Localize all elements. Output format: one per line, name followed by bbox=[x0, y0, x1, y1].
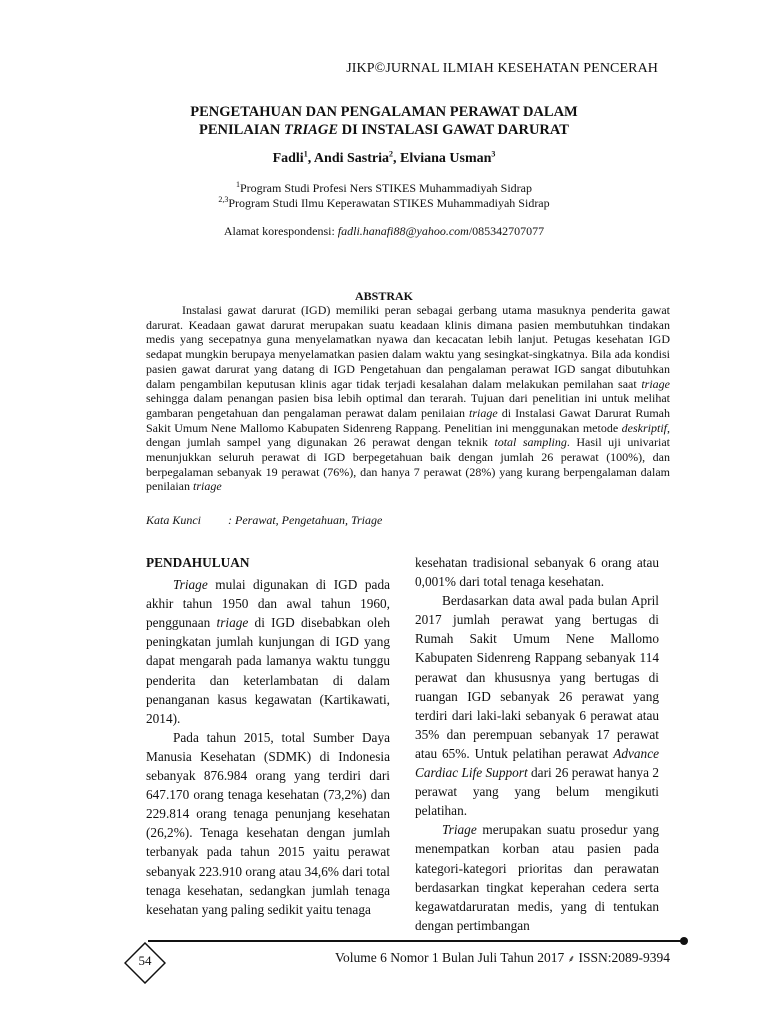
title-line-2 bbox=[0, 121, 768, 139]
ornament-icon: ⸙ bbox=[567, 954, 576, 965]
title-line-2-start: PENILAIAN bbox=[199, 122, 284, 138]
footer-rule-end-dot bbox=[680, 937, 688, 945]
footer-rule bbox=[148, 940, 684, 942]
title-line-2-end: DI INSTALASI GAWAT DARURAT bbox=[338, 122, 569, 138]
keywords-value: : Perawat, Pengetahuan, Triage bbox=[228, 513, 383, 527]
contact-email[interactable]: fadli.hanafi88@yahoo.com bbox=[337, 224, 469, 238]
body-paragraph: Triage mulai digunakan di IGD pada akhir tahun 1950 dan awal tahun 1960, penggunaan triage di IGD disebabkan oleh peningkatan jumlah kunjungan di IGD yang dapat mengarah pada lamanya waktu tunggu penderita dan keterlambatan di dalam penanganan kasus kegawatan (Kartikawati, 2014). bbox=[146, 577, 391, 726]
section-heading: PENDAHULUAN bbox=[146, 555, 250, 570]
keywords-label: Kata Kunci bbox=[146, 513, 202, 527]
body-paragraph: Triage merupakan suatu prosedur yang menempatkan korban atau pasien pada kategori-kategori prioritas dan perawatan berdasarkan tingkat keperahan cedera serta kegawatdaruratan medis, yang di tentukan dengan pertimbangan bbox=[415, 822, 659, 933]
right-column bbox=[415, 553, 659, 935]
body-paragraph: Berdasarkan data awal pada bulan April 2017 jumlah perawat yang bertugas di Rumah Sakit Umum Nene Mallomo Kabupaten Sidenreng Rappang sebanyak 114 perawat dan khususnya yang bertugas di ruangan IGD sebanyak 26 perawat yang terdiri dari laki-laki sebanyak 6 perawat atau 35% dan perempuan sebanyak 17 perawat atau 65%. Untuk pelatihan perawat Advance Cardiac Life Support dari 26 perawat hanya 2 perawat yang yang belum mengikuti pelatihan. bbox=[415, 593, 659, 819]
author: Elviana Usman$^3$ bbox=[400, 149, 496, 166]
page-number: 54 bbox=[138, 953, 152, 968]
keywords bbox=[146, 513, 382, 528]
contact-phone: /085342707077 bbox=[468, 224, 545, 238]
body-paragraph: kesehatan tradisional sebanyak 6 orang atau 0,001% dari total tenaga kesehatan. bbox=[415, 555, 659, 590]
title-line-1: PENGETAHUAN DAN PENGALAMAN PERAWAT DALAM bbox=[190, 104, 578, 120]
body-paragraph: Pada tahun 2015, total Sumber Daya Manusia Kesehatan (SDMK) di Indonesia sebanyak 876.984 orang yang terdiri dari 647.170 orang tenaga kesehatan (73,2%) dan 229.814 orang tenaga penunjang kesehatan (26,2%). Tenaga kesehatan dengan jumlah terbanyak pada tahun 2015 yaitu perawat sebanyak 223.910 orang atau 34,6% dari total tenaga kesehatan, sedangkan jumlah tenaga kesehatan yang paling sedikit yaitu tenaga bbox=[146, 729, 390, 917]
author: Andi Sastria$^2$ bbox=[313, 149, 393, 166]
paper-title bbox=[0, 103, 768, 139]
journal-header: JIKP©JURNAL ILMIAH KESEHATAN PENCERAH bbox=[346, 61, 658, 76]
footer-volume-info: Volume 6 Nomor 1 Bulan Juli Tahun 2017 ⸙ ISSN:2089-9394 bbox=[335, 950, 670, 965]
author: Fadli$^1$ bbox=[272, 149, 308, 166]
abstract-paragraph: Instalasi gawat darurat (IGD) memiliki peran sebagai gerbang utama masuknya penderita gawat darurat. Keadaan gawat darurat merupakan suatu keadaan klinis dimana pasien membutuhkan tindakan medis yang secepatnya guna menyelamatkan nyawa dan kecacatan lebih lanjut. Petugas kesehatan IGD sedapat mungkin berupaya menyelamatkan pasien dalam waktu yang sesingkat-singkatnya. Bila ada kondisi pasien gawat darurat yang datang di IGD Pengetahuan dan pengalaman perawat IGD sangat dibutuhkan dalam pengambilan keputusan klinis agar tidak terjadi kesalahan dalam melakukan pemilahan saat triage sehingga dalam penangan pasien bisa lebih optimal dan terarah. Tujuan dari penelitian ini untuk melihat gambaran pengetahuan dan pengalaman perawat dalam penilaian triage di Instalasi Gawat Darurat Rumah Sakit Umum Nene Mallomo Kabupaten Sidenreng Rappang. Penelitian ini menggunakan metode deskriptif, dengan jumlah sampel yang digunakan 26 perawat dengan teknik total sampling. Hasil uji univariat menunjukkan seluruh perawat di IGD berpegetahuan baik dengan jumlah 26 perawat (100%), dan berpegalaman sebanyak 19 perawat (76%), dan hanya 7 perawat (28%) yang kurang berpengalaman dalam penilaian triage bbox=[146, 303, 670, 494]
abstract-heading: ABSTRAK bbox=[354, 289, 413, 303]
affiliation-2: $^{2,3}$Program Studi Ilmu Keperawatan STIKES Muhammadiyah Sidrap bbox=[218, 195, 550, 210]
affiliation-1: $^1$Program Studi Profesi Ners STIKES Muhammadiyah Sidrap bbox=[236, 180, 532, 195]
title-line-2-italic: TRIAGE bbox=[284, 122, 338, 138]
correspondence: Alamat korespondensi: fadli.hanafi88@yahoo.com/085342707077 bbox=[223, 224, 545, 238]
left-column bbox=[146, 553, 390, 919]
author-list: Fadli$^1$, Andi Sastria$^2$, Elviana Usman$^3$ bbox=[272, 149, 496, 166]
abstract-body bbox=[146, 303, 670, 494]
